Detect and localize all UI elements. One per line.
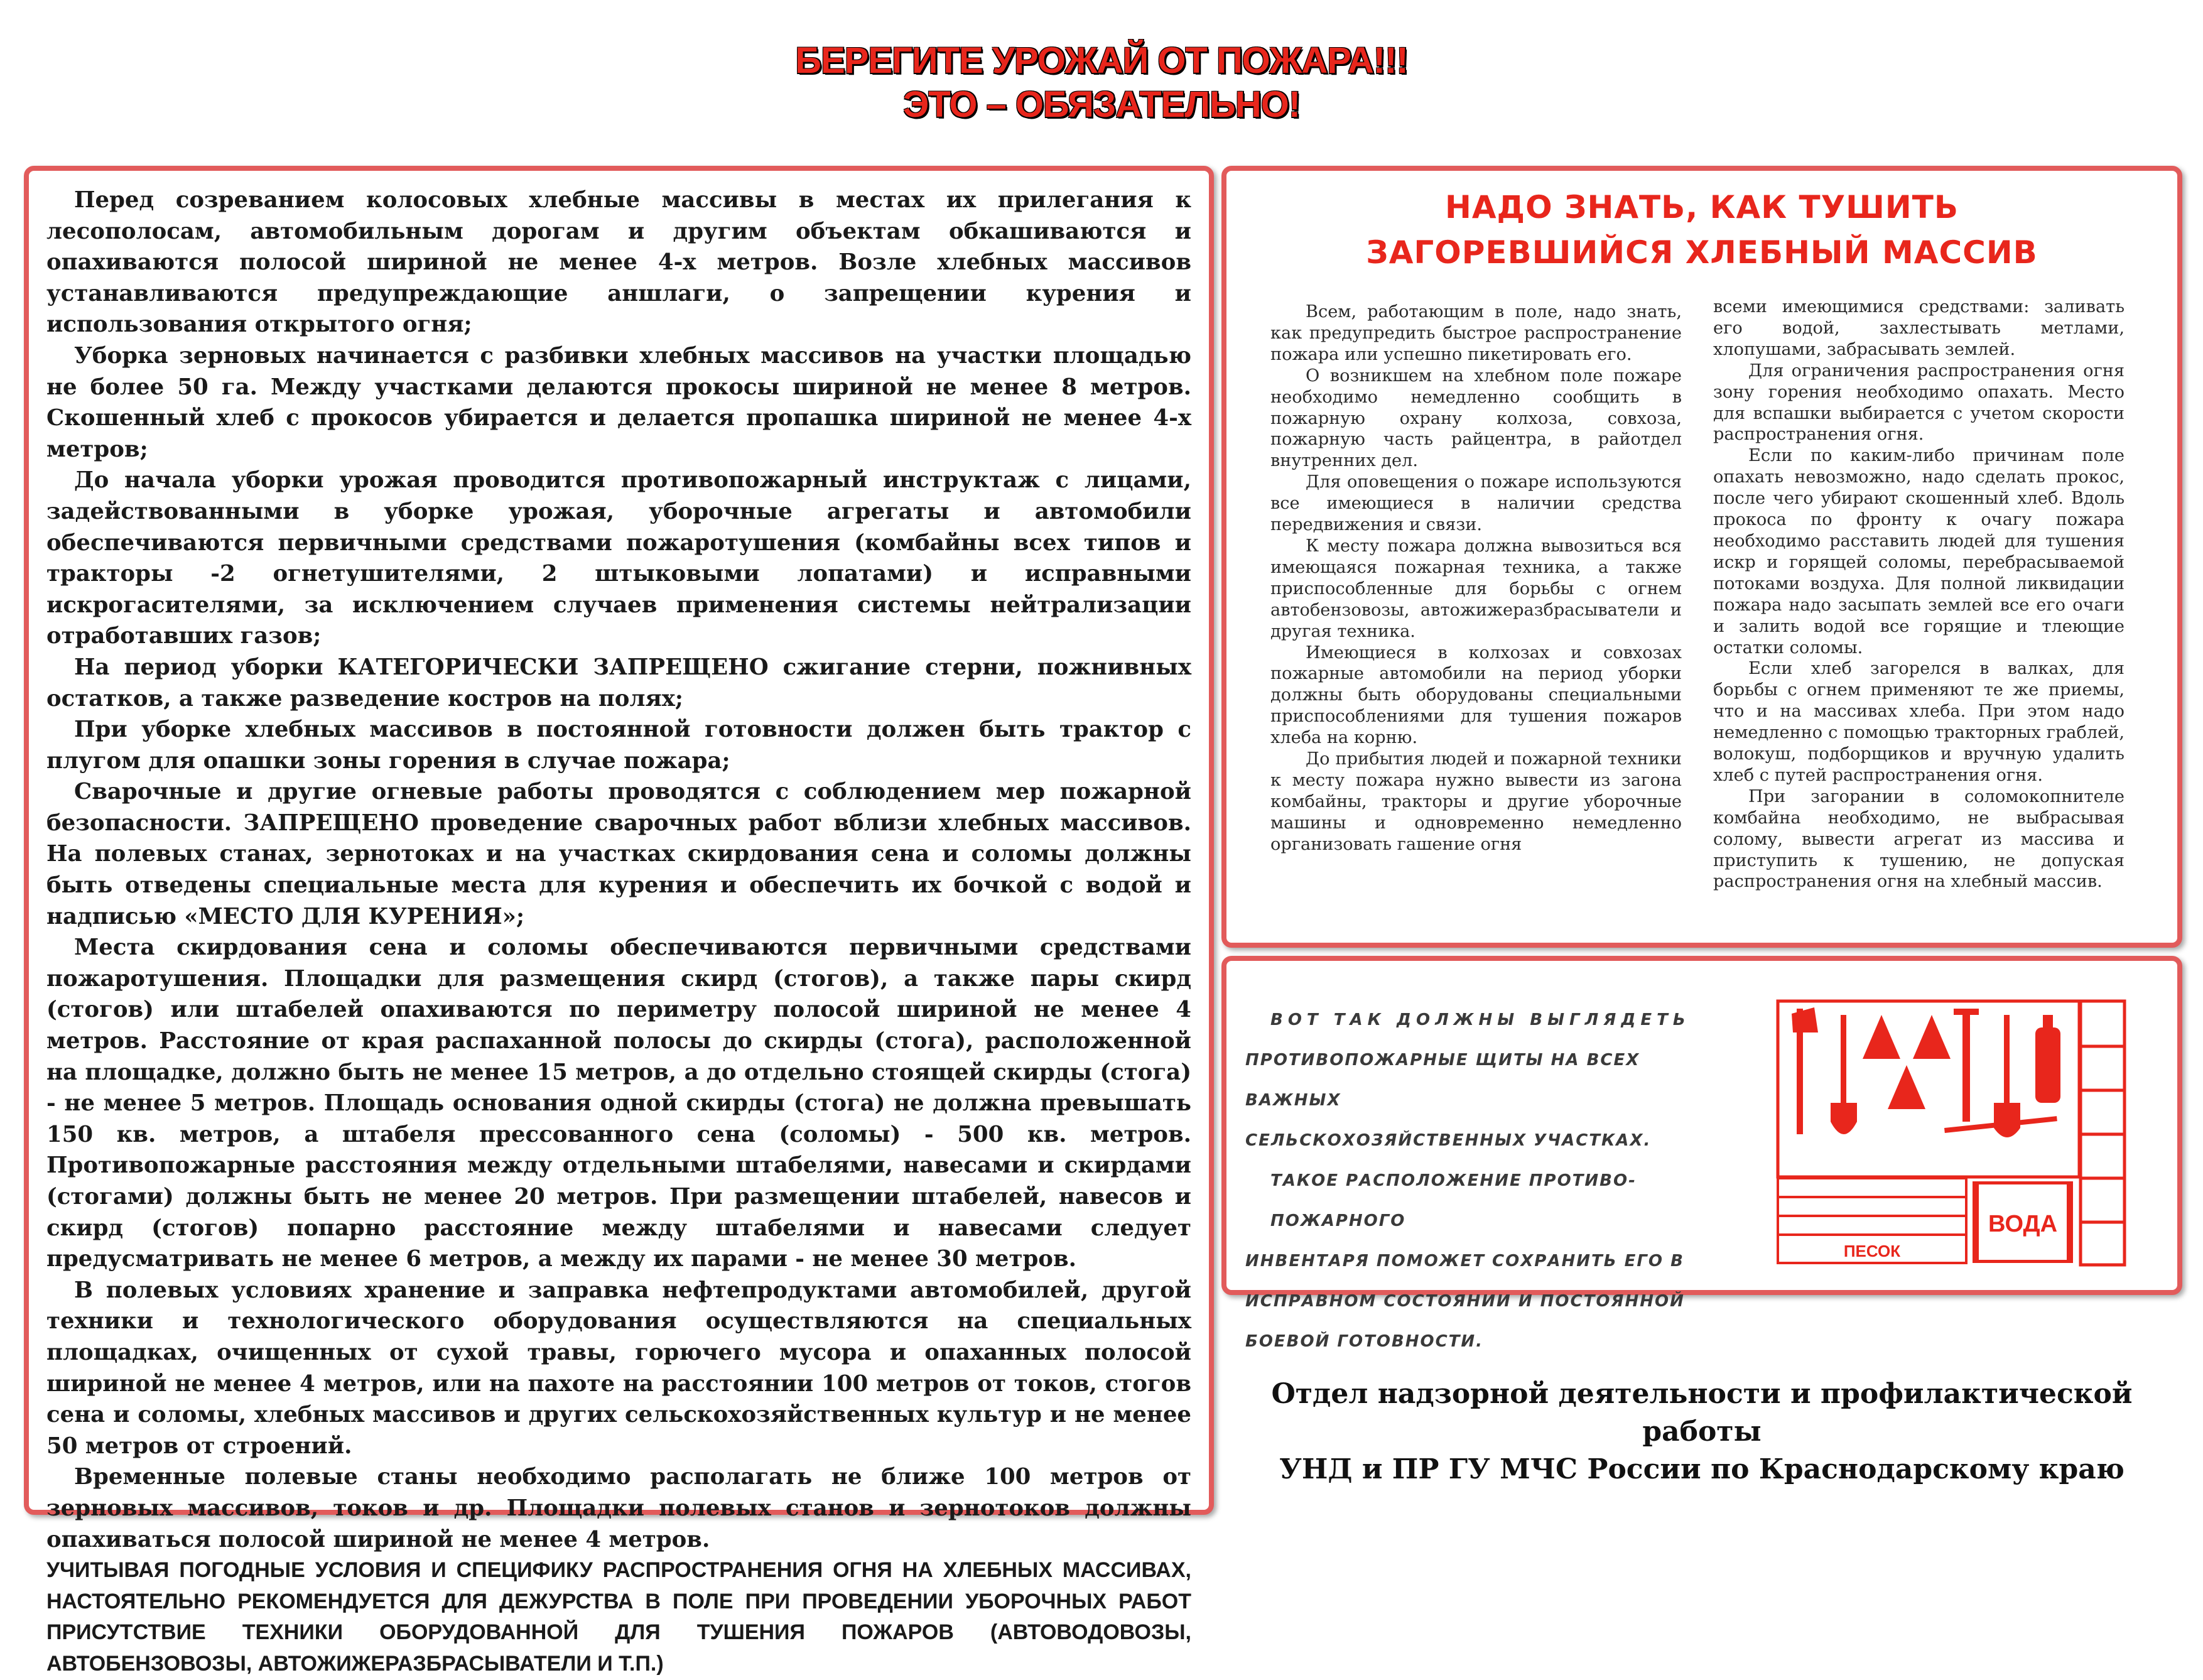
shield-line: СЕЛЬСКОХОЗЯЙСТВЕННЫХ УЧАСТКАХ. — [1245, 1131, 1652, 1150]
fire-extinguisher-icon — [2035, 1015, 2060, 1103]
text-column-right — [1713, 296, 2125, 892]
spade-icon — [1994, 1015, 2020, 1137]
know-paragraph: При загорании в соломокопнителе комбайна необходимо, не выбрасывая солому, вывести агрегат из массива и приступить к тушению, не допуская распространения огня на хлебный массив. — [1713, 786, 2125, 892]
fire-shield-text — [1245, 1000, 1735, 1362]
fire-shield-panel — [1221, 956, 2182, 1351]
rule-paragraph: Места скирдования сена и соломы обеспечиваются первичными средствами пожаротушения. Площадки для размещения скирд (стогов), а также пары скирд (стогов) или штабелей опахиваются по периметру полосой шириной не менее 4 метров. Расстояние от края распаханной полосы до скирды (стога), расположенной на площадке, должно быть не менее 15 метров, а до отдельно стоящей скирды (стога) - не менее 5 метров. Площадь основания одной скирды (стога) не должна превышать 150 кв. метров, а штабеля прессованного сена (соломы) - 500 кв. метров. Противопожарные расстояния между отдельными штабелями, навесами и скирдами (стогами) должны быть не менее 20 метров. При размещении штабелей, навесов и скирд (стогов) попарно расстояние между штабелями и навесами следует предусматривать не менее 6 метров, а между их парами - не менее 30 метров. — [46, 935, 1191, 1272]
know-paragraph: До прибытия людей и пожарной техники к месту пожара нужно вывести из загона комбайны, тракторы и другие уборочные машины и одновременно немедленно организовать гашение огня — [1270, 749, 1682, 854]
know-paragraph: Если хлеб загорелся в валках, для борьбы с огнем применяют те же приемы, что и на массивах хлеба. При этом надо немедленно с помощью тракторных граблей, волокуш, подборщиков и вручную удалить хлеб с путей распространения огня. — [1713, 659, 2125, 785]
rule-paragraph: В полевых условиях хранение и заправка нефтепродуктами автомобилей, другой техники и технологического оборудования осуществляются на специальных площадках, очищенных от сухой травы, горючего мусора и опаханных полосой шириной не менее 4 метров, или на пахоте на расстоянии 100 метров от токов, стогов сена и соломы, хлебных массивов и других сельскохозяйственных культур и не менее 50 метров от строений. — [46, 1277, 1191, 1459]
issuer-line-2: УНД и ПР ГУ МЧС России по Краснодарскому краю — [1279, 1453, 2125, 1485]
how-to-extinguish-title — [1226, 185, 2177, 275]
shield-line: ИНВЕНТАРЯ ПОМОЖЕТ СОХРАНИТЬ ЕГО В — [1245, 1252, 1684, 1271]
rule-paragraph: До начала уборки урожая проводится противопожарный инструктаж с лицами, задействованными в уборке урожая, уборочные агрегаты и автомобили обеспечиваются первичными средствами пожаротушения (комбайны всех типов и тракторы -2 огнетушителями, 2 штыковыми лопатами) и исправными искрогасителями, за исключением случаев применения системы нейтрализации отработавших газов; — [46, 467, 1191, 649]
issuer-note — [1221, 1375, 2182, 1488]
text-column-left — [1270, 301, 1682, 855]
rule-paragraph: Уборка зерновых начинается с разбивки хлебных массивов на участки площадью не более 50 га. Между участками делаются прокосы шириной не менее 8 метров. Скошенный хлеб с прокосов убирается и делается пропашка шириной не менее 4-х метров; — [46, 342, 1191, 462]
fire-shield-illustration — [1753, 990, 2136, 1272]
know-paragraph: Для оповещения о пожаре используются все имеющиеся в наличии средства передвижения и связи. — [1270, 472, 1682, 535]
shield-line: ИСПРАВНОМ СОСТОЯНИИ И ПОСТОЯННОЙ — [1245, 1292, 1685, 1311]
issuer-line-1: Отдел надзорной деятельности и профилактической работы — [1271, 1378, 2133, 1448]
recommendation-note: УЧИТЫВАЯ ПОГОДНЫЕ УСЛОВИЯ И СПЕЦИФИКУ РАСПРОСТРАНЕНИЯ ОГНЯ НА ХЛЕБНЫХ МАССИВАХ, НАСТОЯТЕЛЬНО РЕКОМЕНДУЕТСЯ ДЛЯ ДЕЖУРСТВА В ПОЛЕ ПРИ ПРОВЕДЕНИИ УБОРОЧНЫХ РАБОТ ПРИСУТСТВИЕ ТЕХНИКИ ОБОРУДОВАННОЙ ДЛЯ ТУШЕНИЯ ПОЖАРОВ (АВТОВОДОВОЗЫ, АВТОБЕНЗОВОЗЫ, АВТОЖИЖЕРАЗБРАСЫВАТЕЛИ И Т.П.) — [46, 1558, 1191, 1676]
rule-paragraph: При уборке хлебных массивов в постоянной готовности должен быть трактор с плугом для опашки зоны горения в случае пожара; — [46, 717, 1191, 774]
shield-line: БОЕВОЙ ГОТОВНОСТИ. — [1245, 1332, 1484, 1351]
cone-bucket-icon — [1863, 1015, 1951, 1109]
headline-line-1: БЕРЕГИТЕ УРОЖАЙ ОТ ПОЖАРА!!! — [795, 40, 1408, 81]
headline-line-2: ЭТО – ОБЯЗАТЕЛЬНО! — [902, 84, 1301, 125]
know-paragraph: всеми имеющимися средствами: заливать его водой, захлестывать метлами, хлопушами, забрасывать землей. — [1713, 297, 2125, 359]
know-paragraph: Всем, работающим в поле, надо знать, как предупредить быстрое распространение пожара или успешно пикетировать его. — [1270, 302, 1682, 364]
water-barrel-label: ВОДА — [1988, 1211, 2058, 1237]
how-to-extinguish-panel — [1221, 166, 2182, 948]
shield-line: ПРОТИВОПОЖАРНЫЕ ЩИТЫ НА ВСЕХ ВАЖНЫХ — [1245, 1051, 1640, 1110]
sand-box-label: ПЕСОК — [1843, 1242, 1901, 1260]
know-paragraph: Если по каким-либо причинам поле опахать невозможно, надо сделать прокос, после чего убирают скошенный хлеб. Вдоль прокоса по фронту к очагу пожара необходимо расставить людей для тушения искр и горящей соломы, перебрасываемой потоками воздуха. Для полной ликвидации пожара надо засыпать землей все его очаги и залить водой все горящие и тлеющие остатки соломы. — [1713, 446, 2125, 658]
rule-paragraph: Перед созреванием колосовых хлебные массивы в местах их прилегания к лесополосам, автомобильным дорогам и другим объектам обкашиваются и опахиваются полосой шириной не менее 4-х метров. Возле хлебных массивов устанавливаются предупреждающие аншлаги, о запрещении курения и использования открытого огня; — [46, 187, 1191, 338]
shovel-icon — [1831, 1015, 1857, 1134]
title-line-2: ЗАГОРЕВШИЙСЯ ХЛЕБНЫЙ МАССИВ — [1366, 234, 2038, 271]
title-line-1: НАДО ЗНАТЬ, КАК ТУШИТЬ — [1445, 189, 1959, 225]
page-headline — [0, 39, 2203, 127]
rule-paragraph: Сварочные и другие огневые работы проводятся с соблюдением мер пожарной безопасности. ЗАПРЕЩЕНО проведение сварочных работ вблизи хлебных массивов. На полевых станах, зернотоках и на участках скирдования сена и соломы должны быть отведены специальные места для курения и обеспечить их бочкой с водой и надписью «МЕСТО ДЛЯ КУРЕНИЯ»; — [46, 779, 1191, 929]
know-paragraph: О возникшем на хлебном поле пожаре необходимо немедленно сообщить в пожарную охрану колхоза, совхоза, пожарную часть райцентра, в райотдел внутренних дел. — [1270, 366, 1682, 471]
rule-paragraph: На период уборки КАТЕГОРИЧЕСКИ ЗАПРЕЩЕНО сжигание стерни, пожнивных остатков, а также разведение костров на полях; — [46, 654, 1191, 712]
rule-paragraph: Временные полевые станы необходимо располагать не ближе 100 метров от зерновых массивов, токов и др. Площадки полевых станов и зернотоков должны опахиваться полосой шириной не менее 4 метров. — [46, 1464, 1191, 1553]
shield-line: ВОТ ТАК ДОЛЖНЫ ВЫГЛЯДЕТЬ — [1270, 1011, 1691, 1029]
shield-line: ТАКОЕ РАСПОЛОЖЕНИЕ ПРОТИВО-ПОЖАРНОГО — [1270, 1171, 1637, 1230]
know-paragraph: К месту пожара должна вывозиться вся имеющаяся пожарная техника, а также приспособленные для борьбы с огнем автобензовозы, автожижеразбрасыватели и другая техника. — [1270, 536, 1682, 641]
know-paragraph: Для ограничения распространения огня зону горения необходимо опахать. Место для вспашки выбирается с учетом скорости распространения огня. — [1713, 360, 2125, 445]
know-paragraph: Имеющиеся в колхозах и совхозах пожарные автомобили на период уборки должны быть оборудованы специальными приспособлениями для тушения пожаров хлеба на корню. — [1270, 642, 1682, 748]
rules-panel — [24, 166, 1214, 1676]
axe-icon — [1792, 1007, 1818, 1134]
